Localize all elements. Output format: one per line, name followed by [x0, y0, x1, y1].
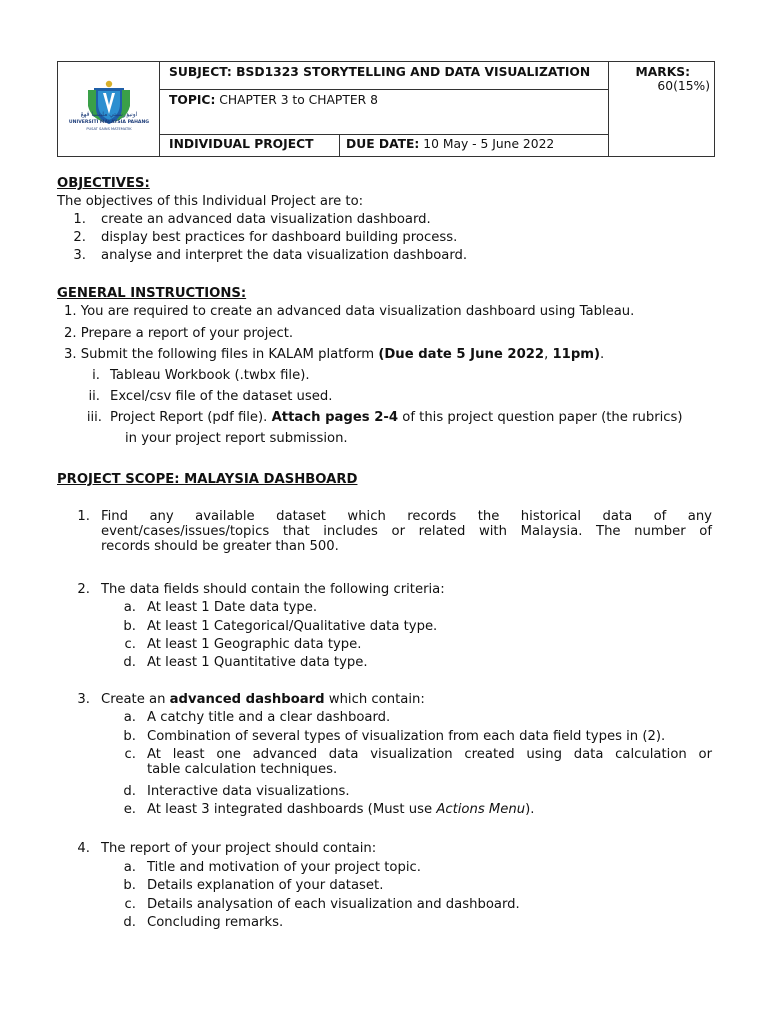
- objective-item: analyse and interpret the data visualization dashboard.: [101, 248, 468, 263]
- sub-instruction-number: ii.: [88, 389, 100, 404]
- due-value: 10 May - 5 June 2022: [423, 137, 555, 151]
- scope-line: records should be greater than 500.: [101, 539, 339, 554]
- topic-cell: [160, 90, 608, 135]
- scope-line: Find any available dataset which records the historical data of any: [101, 509, 712, 524]
- project-type-cell: INDIVIDUAL PROJECT: [160, 135, 340, 156]
- scope-number: 1.: [77, 509, 90, 524]
- dashboard-text: At least 3 integrated dashboards (Must use: [147, 802, 437, 817]
- criteria-letter: a.: [123, 600, 136, 615]
- sub-instruction-number: i.: [92, 368, 100, 383]
- logo-arabic-text: اونيۏرسيتي مليسيا ڤهڠ: [80, 111, 138, 118]
- scope-text: Create an: [101, 692, 170, 707]
- report-letter: d.: [123, 915, 136, 930]
- criteria-item: At least 1 Geographic data type.: [147, 637, 362, 652]
- report-letter: c.: [124, 897, 136, 912]
- dashboard-italic: Actions Menu: [436, 802, 526, 817]
- instruction-item: 2. Prepare a report of your project.: [64, 326, 294, 341]
- report-item: Details explanation of your dataset.: [147, 878, 384, 893]
- sub-instruction-item: Tableau Workbook (.twbx file).: [110, 368, 310, 383]
- instruction-item: 1. You are required to create an advanced data visualization dashboard using Tableau.: [64, 304, 635, 319]
- scope-number: 2.: [77, 582, 90, 597]
- objectives-heading: OBJECTIVES:: [57, 176, 150, 191]
- logo-cell: [58, 62, 160, 156]
- scope-paragraph-1: [101, 509, 712, 554]
- objective-number: 1.: [73, 212, 86, 227]
- objectives-intro: The objectives of this Individual Project are to:: [57, 194, 364, 209]
- criteria-item: At least 1 Categorical/Qualitative data type.: [147, 619, 438, 634]
- instruction-due-bold: (Due date 5 June 2022: [378, 347, 545, 362]
- scope-paragraph-3: [101, 692, 425, 707]
- scope-number: 4.: [77, 841, 90, 856]
- report-item: Details analysation of each visualization and dashboard.: [147, 897, 520, 912]
- instruction-text: 3. Submit the following files in KALAM platform: [64, 347, 379, 362]
- sub-instruction-item: [110, 410, 683, 425]
- instruction-item: [64, 347, 604, 362]
- dashboard-letter: b.: [123, 729, 136, 744]
- scope-line: event/cases/issues/topics that includes or related with Malaysia. The number of: [101, 524, 712, 539]
- marks-cell: [608, 62, 714, 156]
- objective-number: 2.: [73, 230, 86, 245]
- sub-instruction-text: Project Report (pdf file).: [110, 410, 272, 425]
- due-label: DUE DATE:: [346, 137, 420, 151]
- dashboard-line: At least one advanced data visualization created using data calculation or: [147, 747, 712, 762]
- criteria-item: At least 1 Quantitative data type.: [147, 655, 368, 670]
- instruction-period: .: [600, 347, 605, 362]
- header-table: [57, 61, 715, 157]
- logo-university-name: UNIVERSITI MALAYSIA PAHANG: [68, 120, 150, 125]
- due-date-cell: [340, 135, 608, 156]
- sub-instruction-continuation: in your project report submission.: [125, 431, 348, 446]
- scope-number: 3.: [77, 692, 90, 707]
- objective-item: display best practices for dashboard building process.: [101, 230, 458, 245]
- subject-cell: [160, 62, 608, 90]
- sub-instruction-bold: Attach pages 2-4: [271, 410, 399, 425]
- dashboard-text: ).: [525, 802, 535, 817]
- dashboard-letter: c.: [124, 747, 136, 762]
- dashboard-item: [147, 802, 534, 817]
- scope-text: which contain:: [324, 692, 425, 707]
- scope-paragraph-2: The data fields should contain the following criteria:: [101, 582, 445, 597]
- report-letter: b.: [123, 878, 136, 893]
- instruction-time-bold: 11pm): [552, 347, 601, 362]
- dashboard-item: Interactive data visualizations.: [147, 784, 350, 799]
- subject-label: SUBJECT:: [169, 65, 232, 79]
- sub-instruction-number: iii.: [86, 410, 102, 425]
- subject-value: BSD1323 STORYTELLING AND DATA VISUALIZATION: [236, 65, 591, 79]
- dashboard-item: Combination of several types of visualization from each data field types in (2).: [147, 729, 666, 744]
- dashboard-line: table calculation techniques.: [147, 762, 338, 777]
- dashboard-letter: e.: [123, 802, 136, 817]
- dashboard-letter: d.: [123, 784, 136, 799]
- report-item: Title and motivation of your project topic.: [147, 860, 421, 875]
- sub-instruction-text: of this project question paper (the rubrics): [398, 410, 683, 425]
- dashboard-item: A catchy title and a clear dashboard.: [147, 710, 391, 725]
- report-item: Concluding remarks.: [147, 915, 284, 930]
- objective-item: create an advanced data visualization dashboard.: [101, 212, 431, 227]
- scope-paragraph-4: The report of your project should contain:: [101, 841, 377, 856]
- objective-number: 3.: [73, 248, 86, 263]
- marks-label: MARKS:: [635, 65, 690, 79]
- criteria-letter: c.: [124, 637, 136, 652]
- instruction-sep: ,: [544, 347, 553, 362]
- instructions-heading: GENERAL INSTRUCTIONS:: [57, 286, 247, 301]
- logo-subtitle: PUSAT SAINS MATEMATIK: [86, 127, 132, 131]
- criteria-item: At least 1 Date data type.: [147, 600, 318, 615]
- dashboard-letter: a.: [123, 710, 136, 725]
- report-letter: a.: [123, 860, 136, 875]
- sub-instruction-item: Excel/csv file of the dataset used.: [110, 389, 333, 404]
- scope-heading: PROJECT SCOPE: MALAYSIA DASHBOARD: [57, 472, 358, 487]
- topic-value: CHAPTER 3 to CHAPTER 8: [219, 93, 378, 107]
- dashboard-item: [147, 747, 712, 777]
- topic-label: TOPIC:: [169, 93, 216, 107]
- criteria-letter: d.: [123, 655, 136, 670]
- marks-value: 60(15%): [657, 79, 710, 93]
- criteria-letter: b.: [123, 619, 136, 634]
- scope-bold: advanced dashboard: [169, 692, 325, 707]
